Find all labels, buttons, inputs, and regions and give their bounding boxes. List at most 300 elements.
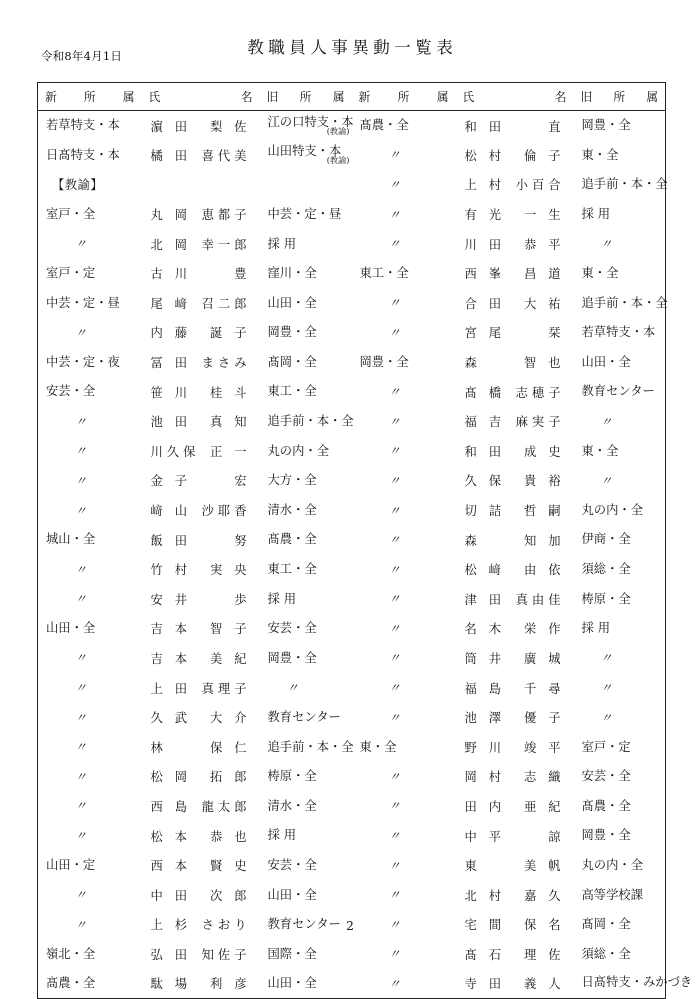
ditto-mark: 〃 bbox=[388, 473, 401, 488]
person-name-cell bbox=[456, 111, 574, 141]
old-affiliation-cell bbox=[260, 850, 352, 880]
person-surname: 髙 石 bbox=[464, 947, 506, 962]
old-affiliation-cell bbox=[574, 850, 666, 880]
page-number: 2 bbox=[346, 918, 354, 933]
person-given-name: 知佐子 bbox=[201, 947, 251, 962]
affiliation-value: 嶺北・全 bbox=[46, 946, 96, 961]
table-row bbox=[38, 436, 666, 466]
empty-cell bbox=[260, 170, 352, 200]
person-given-name: 保 仁 bbox=[209, 740, 251, 755]
old-affiliation-cell bbox=[574, 732, 666, 762]
person-given-name: 正 一 bbox=[209, 444, 251, 459]
person-surname: 川久保 bbox=[150, 444, 200, 459]
affiliation-text bbox=[46, 622, 142, 634]
affiliation-text bbox=[582, 504, 666, 516]
person-name-cell bbox=[456, 880, 574, 910]
person-name-cell bbox=[142, 584, 260, 614]
ditto-mark: 〃 bbox=[388, 237, 401, 252]
new-affiliation-cell bbox=[352, 436, 456, 466]
person-name-cell bbox=[142, 258, 260, 288]
affiliation-text bbox=[268, 741, 352, 753]
new-affiliation-cell bbox=[38, 377, 142, 407]
person-surname: 岡 村 bbox=[464, 770, 506, 785]
table-row bbox=[38, 762, 666, 792]
person-surname: 池 澤 bbox=[464, 711, 506, 726]
table-row bbox=[38, 614, 666, 644]
section-header-label: 【教諭】 bbox=[52, 178, 104, 193]
old-affiliation-cell bbox=[574, 791, 666, 821]
affiliation-text bbox=[582, 326, 666, 338]
person-given-name: 由 依 bbox=[523, 563, 565, 578]
person-given-name: 倫 子 bbox=[523, 148, 565, 163]
header-name-glyph: 氏 bbox=[148, 90, 161, 104]
ditto-mark: 〃 bbox=[600, 414, 613, 429]
person-given-name: 拓 郎 bbox=[209, 770, 251, 785]
person-name-cell bbox=[142, 495, 260, 525]
new-affiliation-cell bbox=[38, 229, 142, 259]
old-affiliation-cell bbox=[260, 229, 352, 259]
affiliation-value: 若草特支・本 bbox=[581, 325, 656, 340]
affiliation-value: 岡豊・全 bbox=[267, 650, 317, 665]
affiliation-text bbox=[268, 415, 352, 427]
new-affiliation-cell bbox=[38, 584, 142, 614]
affiliation-text bbox=[268, 356, 352, 368]
affiliation-text bbox=[360, 267, 456, 279]
ditto-mark: 〃 bbox=[74, 681, 87, 696]
person-given-name: 直 bbox=[548, 119, 565, 134]
header-name bbox=[142, 83, 260, 111]
ditto-mark: 〃 bbox=[74, 444, 87, 459]
person-surname: 松 岡 bbox=[150, 770, 192, 785]
person-surname: 古 川 bbox=[150, 267, 192, 282]
ditto-mark: 〃 bbox=[74, 503, 87, 518]
affiliation-text bbox=[46, 977, 142, 989]
affiliation-text bbox=[268, 445, 352, 457]
person-given-name: 志穂子 bbox=[515, 385, 565, 400]
ditto-mark: 〃 bbox=[286, 681, 299, 696]
table-row bbox=[38, 229, 666, 259]
affiliation-value: 清水・全 bbox=[267, 798, 317, 813]
header-new-affiliation-glyph: 新 bbox=[358, 90, 371, 104]
table-row bbox=[38, 969, 666, 999]
affiliation-text bbox=[268, 267, 352, 279]
new-affiliation-cell bbox=[38, 762, 142, 792]
affiliation-text bbox=[46, 208, 142, 220]
affiliation-value: 須総・全 bbox=[581, 946, 631, 961]
person-given-name: 智 也 bbox=[523, 356, 565, 371]
person-given-name: 美 帆 bbox=[523, 859, 565, 874]
person-name-cell bbox=[142, 614, 260, 644]
affiliation-value: 髙岡・全 bbox=[581, 917, 631, 932]
table-row bbox=[38, 732, 666, 762]
person-name-cell bbox=[142, 525, 260, 555]
new-affiliation-cell bbox=[352, 288, 456, 318]
affiliation-value: 中芸・定・夜 bbox=[46, 354, 120, 369]
affiliation-value: 山田・全 bbox=[267, 295, 317, 310]
table-row bbox=[38, 643, 666, 673]
new-affiliation-cell bbox=[38, 702, 142, 732]
old-affiliation-cell bbox=[260, 969, 352, 999]
old-affiliation-cell bbox=[574, 199, 666, 229]
person-surname: 上 村 bbox=[464, 178, 506, 193]
ditto-mark: 〃 bbox=[74, 592, 87, 607]
person-name-cell bbox=[456, 762, 574, 792]
person-name-cell bbox=[456, 170, 574, 200]
person-given-name: 諒 bbox=[548, 829, 565, 844]
ditto-mark: 〃 bbox=[74, 414, 87, 429]
personnel-transfer-table bbox=[37, 82, 693, 999]
affiliation-value: 丸の内・全 bbox=[267, 443, 329, 458]
person-given-name: 義 人 bbox=[523, 977, 565, 992]
old-affiliation-cell bbox=[574, 525, 666, 555]
affiliation-text bbox=[268, 859, 352, 871]
section-header-cell bbox=[38, 170, 142, 200]
person-surname: 北 村 bbox=[464, 888, 506, 903]
new-affiliation-cell bbox=[38, 140, 142, 170]
person-surname: 福 吉 bbox=[464, 415, 506, 430]
person-surname: 池 田 bbox=[150, 415, 192, 430]
affiliation-text bbox=[46, 149, 142, 161]
affiliation-text bbox=[360, 741, 456, 753]
person-name-cell bbox=[456, 702, 574, 732]
affiliation-text bbox=[46, 533, 142, 545]
affiliation-text bbox=[582, 948, 666, 960]
new-affiliation-cell bbox=[38, 406, 142, 436]
affiliation-value: 梼原・全 bbox=[581, 591, 631, 606]
person-surname: 尾 﨑 bbox=[150, 296, 192, 311]
new-affiliation-cell bbox=[352, 969, 456, 999]
new-affiliation-cell bbox=[38, 939, 142, 969]
ditto-mark: 〃 bbox=[74, 237, 87, 252]
new-affiliation-cell bbox=[38, 318, 142, 348]
affiliation-value: 東・全 bbox=[581, 147, 619, 162]
old-affiliation-cell bbox=[574, 673, 666, 703]
table-row bbox=[38, 821, 666, 851]
person-given-name: 召二郎 bbox=[201, 296, 251, 311]
affiliation-text bbox=[268, 504, 352, 516]
old-affiliation-cell bbox=[574, 880, 666, 910]
old-affiliation-cell bbox=[260, 732, 352, 762]
table-row bbox=[38, 880, 666, 910]
person-name-cell bbox=[456, 436, 574, 466]
person-given-name: 理 佐 bbox=[523, 947, 565, 962]
new-affiliation-cell bbox=[38, 821, 142, 851]
affiliation-value: 日髙特支・本 bbox=[46, 147, 120, 162]
ditto-mark: 〃 bbox=[388, 325, 401, 340]
affiliation-text bbox=[582, 829, 666, 841]
person-surname: 宮 尾 bbox=[464, 326, 506, 341]
old-affiliation-cell bbox=[260, 614, 352, 644]
affiliation-value: 江の口特支・本 bbox=[267, 114, 354, 129]
table-row bbox=[38, 466, 666, 496]
person-surname: 西 島 bbox=[150, 799, 192, 814]
person-name-cell bbox=[456, 466, 574, 496]
ditto-mark: 〃 bbox=[388, 148, 401, 163]
old-affiliation-cell bbox=[260, 762, 352, 792]
person-surname: 筒 井 bbox=[464, 651, 506, 666]
affiliation-value: 追手前・本・全 bbox=[267, 414, 354, 429]
person-surname: 吉 本 bbox=[150, 651, 192, 666]
affiliation-text bbox=[268, 533, 352, 545]
ditto-mark: 〃 bbox=[388, 681, 401, 696]
old-affiliation-cell bbox=[574, 939, 666, 969]
person-given-name: 真由佳 bbox=[515, 592, 565, 607]
affiliation-value: 山田・定 bbox=[46, 857, 96, 872]
new-affiliation-cell bbox=[352, 791, 456, 821]
table-row bbox=[38, 377, 666, 407]
person-name-cell bbox=[456, 495, 574, 525]
page-title: 教職員人事異動一覧表 bbox=[247, 38, 458, 57]
person-given-name: 恭 平 bbox=[523, 237, 565, 252]
header-old-affiliation-glyph: 所 bbox=[613, 90, 626, 104]
new-affiliation-cell bbox=[38, 614, 142, 644]
new-affiliation-cell bbox=[352, 554, 456, 584]
old-affiliation-cell bbox=[260, 643, 352, 673]
person-surname: 川 田 bbox=[464, 237, 506, 252]
old-affiliation-cell bbox=[260, 377, 352, 407]
old-affiliation-cell bbox=[260, 436, 352, 466]
affiliation-text bbox=[46, 119, 142, 131]
old-affiliation-cell bbox=[574, 377, 666, 407]
old-affiliation-cell bbox=[574, 111, 666, 141]
old-affiliation-cell bbox=[574, 347, 666, 377]
person-given-name: まさみ bbox=[201, 356, 251, 371]
new-affiliation-cell bbox=[352, 229, 456, 259]
affiliation-text bbox=[582, 859, 666, 871]
new-affiliation-cell bbox=[38, 495, 142, 525]
person-surname: 名 木 bbox=[464, 622, 506, 637]
affiliation-text bbox=[582, 385, 666, 397]
person-given-name: 亜 紀 bbox=[523, 799, 565, 814]
person-name-cell bbox=[142, 880, 260, 910]
affiliation-value: 山田・全 bbox=[267, 976, 317, 991]
ditto-mark: 〃 bbox=[74, 917, 87, 932]
person-name-cell bbox=[456, 377, 574, 407]
person-given-name: 小百合 bbox=[515, 178, 565, 193]
person-name-cell bbox=[142, 318, 260, 348]
person-name-cell bbox=[456, 850, 574, 880]
person-given-name: 貴 裕 bbox=[523, 474, 565, 489]
table-row bbox=[38, 584, 666, 614]
header-name bbox=[456, 83, 574, 111]
ditto-mark: 〃 bbox=[600, 651, 613, 666]
affiliation-text bbox=[268, 385, 352, 397]
person-name-cell bbox=[456, 140, 574, 170]
affiliation-text bbox=[268, 770, 352, 782]
person-surname: 福 島 bbox=[464, 681, 506, 696]
new-affiliation-cell bbox=[352, 466, 456, 496]
affiliation-value: 山田・全 bbox=[581, 354, 631, 369]
table-row bbox=[38, 318, 666, 348]
affiliation-text bbox=[582, 445, 666, 457]
old-affiliation-cell bbox=[574, 406, 666, 436]
person-name-cell bbox=[456, 199, 574, 229]
person-name-cell bbox=[456, 673, 574, 703]
old-affiliation-cell bbox=[260, 525, 352, 555]
person-name-cell bbox=[142, 199, 260, 229]
new-affiliation-cell bbox=[352, 821, 456, 851]
new-affiliation-cell bbox=[352, 495, 456, 525]
person-surname: 東 bbox=[464, 859, 481, 874]
person-surname: 林 bbox=[150, 740, 167, 755]
person-name-cell bbox=[142, 969, 260, 999]
affiliation-text bbox=[581, 975, 693, 990]
affiliation-value: 髙農・全 bbox=[581, 798, 631, 813]
person-surname: 宅 間 bbox=[464, 918, 506, 933]
affiliation-text bbox=[268, 889, 352, 901]
ditto-mark: 〃 bbox=[74, 651, 87, 666]
old-affiliation-cell bbox=[574, 170, 666, 200]
affiliation-value: 教育センター bbox=[581, 384, 655, 399]
person-name-cell bbox=[456, 288, 574, 318]
header-old-affiliation-glyph: 所 bbox=[299, 90, 312, 104]
person-surname: 和 田 bbox=[464, 119, 506, 134]
person-given-name: 宏 bbox=[234, 474, 251, 489]
person-given-name: 桂 斗 bbox=[209, 385, 251, 400]
person-name-cell bbox=[456, 732, 574, 762]
person-name-cell bbox=[456, 525, 574, 555]
ditto-mark: 〃 bbox=[74, 829, 87, 844]
header-name-glyph: 氏 bbox=[462, 90, 475, 104]
person-name-cell bbox=[142, 732, 260, 762]
person-surname: 上 田 bbox=[150, 681, 192, 696]
new-affiliation-cell bbox=[352, 199, 456, 229]
old-affiliation-cell bbox=[574, 495, 666, 525]
old-affiliation-cell bbox=[574, 229, 666, 259]
person-surname: 丸 岡 bbox=[150, 208, 192, 223]
affiliation-value: 東・全 bbox=[581, 443, 619, 458]
person-surname: 吉 本 bbox=[150, 622, 192, 637]
person-given-name: 歩 bbox=[234, 592, 251, 607]
person-surname: 久 保 bbox=[464, 474, 506, 489]
ditto-mark: 〃 bbox=[388, 177, 401, 192]
old-affiliation-cell bbox=[260, 791, 352, 821]
affiliation-value: 室戸・定 bbox=[581, 739, 631, 754]
ditto-mark: 〃 bbox=[600, 710, 613, 725]
affiliation-value: 安芸・全 bbox=[46, 384, 96, 399]
affiliation-text bbox=[268, 208, 352, 220]
affiliation-value: 伊商・全 bbox=[581, 532, 631, 547]
new-affiliation-cell bbox=[352, 732, 456, 762]
affiliation-text bbox=[46, 385, 142, 397]
table-row bbox=[38, 406, 666, 436]
person-name-cell bbox=[142, 939, 260, 969]
old-affiliation-cell bbox=[574, 584, 666, 614]
affiliation-value: 日髙特支・みかづき bbox=[581, 975, 693, 990]
person-given-name: 昌 道 bbox=[523, 267, 565, 282]
person-surname: 濵 田 bbox=[150, 119, 192, 134]
person-surname: 竹 村 bbox=[150, 563, 192, 578]
person-given-name: 恭 也 bbox=[209, 829, 251, 844]
person-surname: 久 武 bbox=[150, 711, 192, 726]
person-surname: 和 田 bbox=[464, 444, 506, 459]
person-given-name: 実 央 bbox=[209, 563, 251, 578]
old-affiliation-cell bbox=[260, 199, 352, 229]
empty-cell bbox=[142, 170, 260, 200]
new-affiliation-cell bbox=[352, 111, 456, 141]
person-name-cell bbox=[456, 821, 574, 851]
affiliation-text bbox=[582, 149, 666, 161]
affiliation-text bbox=[268, 829, 352, 841]
person-surname: 寺 田 bbox=[464, 977, 506, 992]
person-surname: 森 bbox=[464, 356, 481, 371]
ditto-mark: 〃 bbox=[388, 917, 401, 932]
affiliation-value: 山田・全 bbox=[267, 887, 317, 902]
affiliation-value: 安芸・全 bbox=[267, 621, 317, 636]
table-row bbox=[38, 673, 666, 703]
person-given-name: 美 紀 bbox=[209, 651, 251, 666]
person-name-cell bbox=[142, 643, 260, 673]
affiliation-text bbox=[268, 116, 352, 136]
affiliation-value: 追手前・本・全 bbox=[581, 177, 668, 192]
person-surname: 西 本 bbox=[150, 859, 192, 874]
new-affiliation-cell bbox=[38, 969, 142, 999]
person-given-name: 知 加 bbox=[523, 533, 565, 548]
old-affiliation-cell bbox=[574, 554, 666, 584]
table-row bbox=[38, 554, 666, 584]
affiliation-value: 教育センター bbox=[267, 917, 341, 932]
table-row bbox=[38, 347, 666, 377]
affiliation-text bbox=[268, 593, 352, 605]
affiliation-value: 城山・全 bbox=[46, 532, 96, 547]
person-surname: 内 藤 bbox=[150, 326, 192, 341]
ditto-mark: 〃 bbox=[74, 473, 87, 488]
old-affiliation-cell bbox=[260, 584, 352, 614]
header-old-affiliation bbox=[260, 83, 352, 111]
affiliation-text bbox=[360, 356, 456, 368]
affiliation-value: 岡豊・全 bbox=[581, 828, 631, 843]
person-given-name: 哲 嗣 bbox=[523, 504, 565, 519]
new-affiliation-cell bbox=[38, 288, 142, 318]
person-given-name: 恵都子 bbox=[201, 208, 251, 223]
new-affiliation-cell bbox=[38, 525, 142, 555]
affiliation-value: 追手前・本・全 bbox=[267, 739, 354, 754]
person-given-name: 一 生 bbox=[523, 208, 565, 223]
person-given-name: 成 史 bbox=[523, 444, 565, 459]
affiliation-value: 採 用 bbox=[581, 621, 611, 636]
affiliation-value: 東・全 bbox=[359, 739, 397, 754]
affiliation-value: 採 用 bbox=[267, 591, 297, 606]
affiliation-text bbox=[582, 533, 666, 545]
affiliation-value: 岡豊・全 bbox=[581, 118, 631, 133]
person-given-name: 幸一郎 bbox=[201, 237, 251, 252]
header-new-affiliation bbox=[352, 83, 456, 111]
ditto-mark: 〃 bbox=[74, 740, 87, 755]
header-old-affiliation bbox=[574, 83, 666, 111]
person-given-name: 智 子 bbox=[209, 622, 251, 637]
person-surname: 合 田 bbox=[464, 296, 506, 311]
person-surname: 北 岡 bbox=[150, 237, 192, 252]
affiliation-text bbox=[582, 297, 666, 309]
table-row bbox=[38, 258, 666, 288]
person-surname: 駄 場 bbox=[150, 977, 192, 992]
old-affiliation-cell bbox=[574, 762, 666, 792]
old-affiliation-cell bbox=[574, 140, 666, 170]
new-affiliation-cell bbox=[352, 702, 456, 732]
old-affiliation-cell bbox=[260, 140, 352, 170]
new-affiliation-cell bbox=[352, 377, 456, 407]
affiliation-value: 安芸・全 bbox=[581, 769, 631, 784]
header-old-affiliation-glyph: 属 bbox=[646, 90, 658, 104]
new-affiliation-cell bbox=[352, 762, 456, 792]
roster-table-container bbox=[37, 82, 693, 999]
old-affiliation-cell bbox=[260, 406, 352, 436]
affiliation-value: 採 用 bbox=[267, 828, 297, 843]
person-surname: 西 峯 bbox=[464, 267, 506, 282]
person-given-name: 大 介 bbox=[209, 711, 251, 726]
person-surname: 笹 川 bbox=[150, 385, 192, 400]
old-affiliation-cell bbox=[260, 939, 352, 969]
